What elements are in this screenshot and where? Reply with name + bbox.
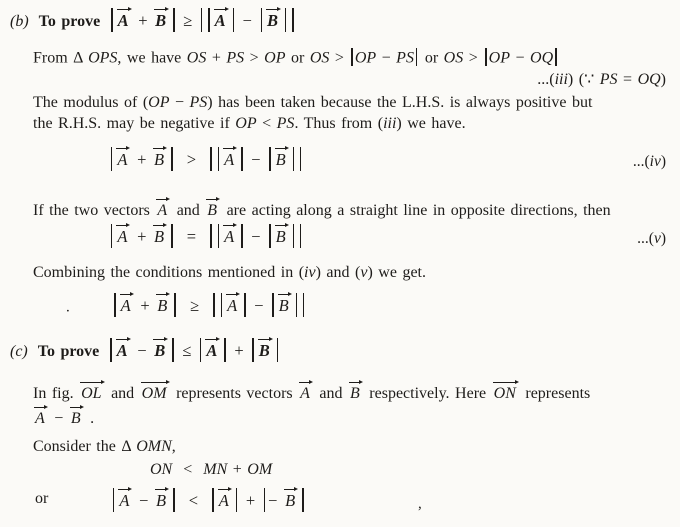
absolute-value-bar bbox=[210, 147, 211, 171]
stray-comma-mark: , bbox=[418, 496, 422, 512]
absolute-value-bar bbox=[300, 147, 301, 171]
absolute-value-bar bbox=[212, 488, 213, 512]
italic-variable: MN bbox=[203, 461, 228, 478]
vector-A: A bbox=[156, 198, 170, 219]
italic-variable: OPS bbox=[88, 49, 118, 67]
vector-B: B bbox=[156, 293, 170, 315]
absolute-value-bar bbox=[174, 293, 175, 317]
vector-B: B bbox=[153, 224, 167, 246]
absolute-value-bar bbox=[233, 8, 234, 32]
vector-B: B bbox=[153, 338, 168, 360]
or-label: or bbox=[35, 490, 49, 507]
absolute-value-bar bbox=[264, 488, 265, 512]
equation-c-final: A − B < A + − B bbox=[110, 491, 307, 510]
italic-variable: iii bbox=[383, 115, 397, 132]
absolute-value-bar bbox=[555, 48, 556, 66]
vector-B: B bbox=[153, 147, 167, 169]
vector-B: B bbox=[349, 381, 363, 402]
absolute-value-bar bbox=[171, 224, 172, 248]
absolute-value-bar bbox=[416, 48, 417, 66]
absolute-value-bar bbox=[293, 147, 294, 171]
absolute-value-bar bbox=[272, 293, 273, 317]
absolute-value-bar bbox=[110, 338, 111, 362]
italic-variable: PS bbox=[226, 49, 245, 67]
absolute-value-bar bbox=[114, 293, 115, 317]
italic-variable: OP bbox=[488, 49, 510, 67]
italic-variable: OP bbox=[264, 49, 286, 67]
italic-variable: OP bbox=[354, 49, 377, 67]
vector-A: A bbox=[205, 338, 220, 360]
absolute-value-bar bbox=[213, 293, 214, 317]
italic-variable: OS bbox=[186, 49, 207, 67]
absolute-value-bar bbox=[241, 224, 242, 248]
vector-A: A bbox=[299, 381, 313, 402]
absolute-value-bar bbox=[111, 8, 112, 32]
absolute-value-bar bbox=[285, 8, 286, 32]
italic-variable: PS bbox=[189, 94, 208, 111]
section-b-heading-math: A + B ≥ A − B bbox=[108, 11, 297, 30]
italic-variable: PS bbox=[276, 115, 295, 132]
italic-variable: OQ bbox=[637, 71, 661, 88]
absolute-value-bar bbox=[221, 293, 222, 317]
equation-b-result: A + B ≥ A − B bbox=[111, 296, 307, 315]
vector-A: A bbox=[223, 147, 237, 169]
vector-B: B bbox=[275, 147, 289, 169]
vector-B: B bbox=[155, 488, 169, 510]
section-b-toprove: To prove bbox=[38, 13, 101, 31]
vector-B: B bbox=[266, 8, 281, 30]
absolute-value-bar bbox=[208, 8, 209, 32]
vector-A: A bbox=[116, 338, 131, 360]
equation-c-final-row bbox=[110, 488, 307, 512]
equation-number-v: ...(v) bbox=[637, 230, 666, 247]
absolute-value-bar bbox=[173, 8, 174, 32]
vector-B: B bbox=[278, 293, 292, 315]
absolute-value-bar bbox=[269, 224, 270, 248]
absolute-value-bar bbox=[300, 224, 301, 248]
absolute-value-bar bbox=[303, 293, 304, 317]
italic-variable: v bbox=[653, 230, 661, 247]
vector-A: A bbox=[34, 406, 48, 427]
absolute-value-bar bbox=[241, 147, 242, 171]
vector-B: B bbox=[275, 224, 289, 246]
vector-B: B bbox=[258, 338, 273, 360]
line-opposite-directions: If the two vectors A and B are acting along a straight line in opposite directions, then bbox=[33, 198, 676, 220]
equation-number-iv: ...(iv) bbox=[632, 153, 666, 170]
vector-B: B bbox=[206, 198, 220, 219]
equation-iv-row bbox=[108, 147, 666, 177]
stray-period-mark: . bbox=[66, 299, 70, 316]
vector-A: A bbox=[218, 488, 232, 510]
absolute-value-bar bbox=[210, 224, 211, 248]
vector-B: B bbox=[154, 8, 169, 30]
line-modulus-2: the R.H.S. may be negative if OP < PS. Thus from (iii) we have. bbox=[33, 115, 466, 132]
absolute-value-bar bbox=[485, 48, 486, 66]
section-b-label: (b) bbox=[10, 13, 29, 31]
absolute-value-bar bbox=[113, 488, 114, 512]
italic-variable: OM bbox=[247, 461, 273, 478]
italic-variable: OMN bbox=[136, 438, 172, 455]
equation-v: A + B = A − B bbox=[108, 227, 304, 246]
equation-iv: A + B > A − B bbox=[108, 150, 304, 169]
absolute-value-bar bbox=[269, 147, 270, 171]
italic-variable: OP bbox=[148, 94, 170, 111]
absolute-value-bar bbox=[277, 338, 278, 362]
vector-A: A bbox=[214, 8, 229, 30]
absolute-value-bar bbox=[218, 224, 219, 248]
absolute-value-bar bbox=[171, 147, 172, 171]
absolute-value-bar bbox=[296, 293, 297, 317]
absolute-value-bar bbox=[224, 338, 225, 362]
line-combining: Combining the conditions mentioned in (iv) and (v) we get. bbox=[33, 264, 426, 281]
vector-B: B bbox=[284, 488, 298, 510]
vector-A: A bbox=[223, 224, 237, 246]
italic-variable: v bbox=[360, 264, 368, 281]
absolute-value-bar bbox=[261, 8, 262, 32]
italic-variable: OQ bbox=[530, 49, 554, 67]
absolute-value-bar bbox=[302, 488, 303, 512]
italic-variable: OS bbox=[443, 49, 464, 67]
absolute-value-bar bbox=[351, 48, 352, 66]
italic-variable: ON bbox=[150, 461, 173, 478]
vector-A: A bbox=[116, 224, 130, 246]
absolute-value-bar bbox=[244, 293, 245, 317]
vector-A: A bbox=[226, 293, 240, 315]
section-c-heading bbox=[10, 338, 281, 362]
vector-segment-OL: OL bbox=[80, 380, 104, 402]
section-c-heading-math: A − B ≤ A + B bbox=[107, 341, 281, 360]
section-c-toprove: To prove bbox=[37, 343, 100, 361]
absolute-value-bar bbox=[292, 8, 293, 32]
equation-number-iii: ...(iii) (∵ PS = OQ) bbox=[537, 71, 666, 88]
equation-v-row bbox=[108, 224, 666, 254]
italic-variable: iii bbox=[554, 71, 568, 88]
vector-A: A bbox=[116, 147, 130, 169]
vector-segment-OM: OM bbox=[141, 380, 170, 402]
absolute-value-bar bbox=[293, 224, 294, 248]
vector-segment-ON: ON bbox=[493, 380, 519, 402]
absolute-value-bar bbox=[200, 338, 201, 362]
italic-variable: OP bbox=[235, 115, 257, 132]
absolute-value-bar bbox=[201, 8, 202, 32]
vector-A: A bbox=[118, 488, 132, 510]
italic-variable: PS bbox=[396, 49, 414, 67]
absolute-value-bar bbox=[218, 147, 219, 171]
equation-b-result-row bbox=[66, 293, 307, 317]
absolute-value-bar bbox=[111, 224, 112, 248]
italic-variable: iv bbox=[304, 264, 316, 281]
absolute-value-bar bbox=[173, 488, 174, 512]
absolute-value-bar bbox=[252, 338, 253, 362]
line-consider-omn: Consider the Δ OMN, bbox=[33, 438, 176, 455]
italic-variable: iv bbox=[649, 153, 661, 170]
line-triangle-ops: From Δ OPS, we have OS + PS > OP or OS > OP − PS or OS > OP − OQ bbox=[33, 48, 559, 68]
vector-A: A bbox=[117, 8, 132, 30]
absolute-value-bar bbox=[111, 147, 112, 171]
line-figure-2: A − B . bbox=[33, 406, 94, 428]
vector-B: B bbox=[70, 406, 84, 427]
vector-A: A bbox=[120, 293, 134, 315]
equation-on-mn-om: ON < MN + OM bbox=[150, 461, 273, 478]
line-figure-1: In fig. OL and OM represents vectors A and B respectively. Here ON represents bbox=[33, 380, 590, 403]
line-modulus-1: The modulus of (OP − PS) has been taken because the L.H.S. is always positive but bbox=[33, 94, 593, 111]
section-b-heading bbox=[10, 8, 297, 32]
italic-variable: PS bbox=[599, 71, 618, 88]
italic-variable: OS bbox=[309, 49, 330, 67]
absolute-value-bar bbox=[172, 338, 173, 362]
absolute-value-bar bbox=[236, 488, 237, 512]
section-c-label: (c) bbox=[10, 343, 28, 361]
